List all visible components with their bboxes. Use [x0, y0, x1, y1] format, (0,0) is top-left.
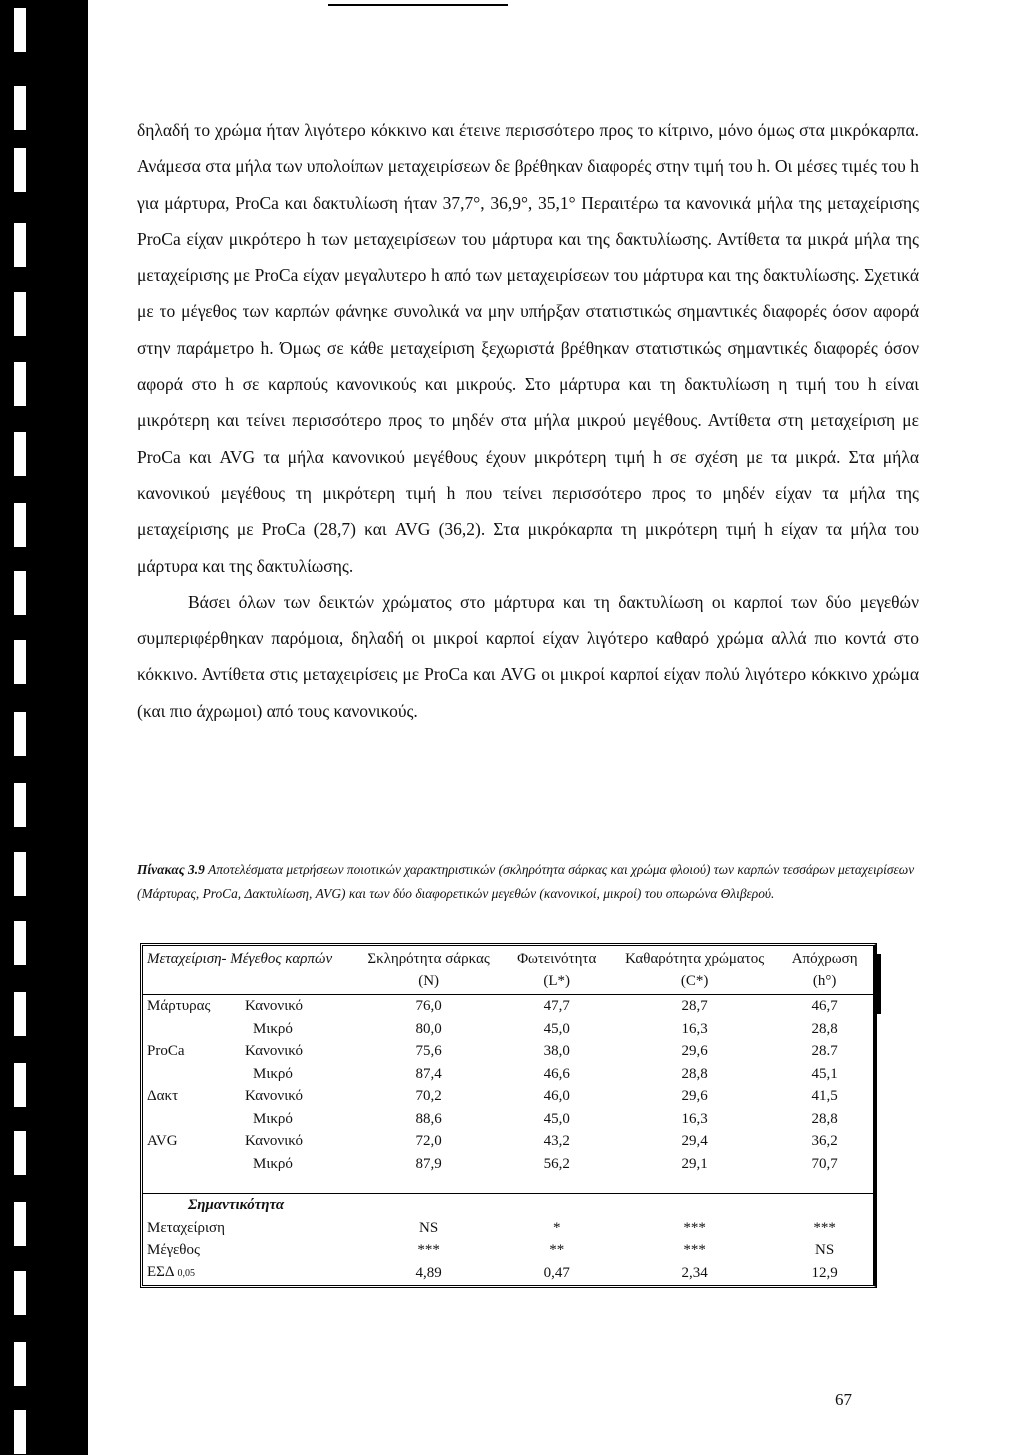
- body-text: [137, 112, 919, 729]
- cell-treatment: [143, 1108, 241, 1131]
- cell-size: Κανονικό: [245, 1088, 303, 1104]
- header-firmness: Σκληρότητα σάρκας (N): [357, 946, 500, 995]
- paragraph: Βάσει όλων των δεικτών χρώματος στο μάρτυρα και τη δακτυλίωση οι καρποί των δύο μεγεθών συμπεριφέρθηκαν παρόμοια, δηλαδή οι μικροί καρποί είχαν λιγότερο καθαρό χρώμα αλλά πιο κοντά στο κόκκινο. Αντίθετα στις μεταχειρίσεις με ProCa και AVG οι μικροί καρποί είχαν πολύ λιγότερο κόκκινο χρώμα (και πιο άχρωμοι) από τους κανονικούς.: [137, 591, 919, 721]
- caption-label: Πίνακας 3.9: [137, 862, 205, 877]
- cell-lightness: 56,2: [543, 1155, 570, 1172]
- sig-firmness: NS: [419, 1219, 439, 1236]
- separator-cell: [143, 1175, 873, 1194]
- paragraph: δηλαδή το χρώμα ήταν λιγότερο κόκκινο και έτεινε περισσότερο προς το κίτρινο, μόνο όμως στα μικρόκαρπα. Ανάμεσα στα μήλα των υπολοίπων μεταχειρίσεων δε βρέθηκαν διαφορές στην τιμή του h. Οι μέσες τιμές του h για μάρτυρα, ProCa και δακτυλίωση ήταν 37,7°, 36,9°, 35,1° Περαιτέρω τα κανονικά μήλα της μεταχείρισης ProCa είχαν μικρότερο h των μεταχειρίσεων του μάρτυρα και της δακτυλίωσης. Αντίθετα τα μικρά μήλα της μεταχείρισης με ProCa είχαν μεγαλυτερο h από των μεταχειρίσεων του μάρτυρα και της δακτυλίωσης. Σχετικά με το μέγεθος των καρπών φάνηκε συνολικά να μην υπήρξαν στατιστικώς σημαντικές διαφορές όσον αφορά στην παράμετρο h. Όμως σε κάθε μεταχείριση ξεχωριστά βρέθηκαν στατιστικώς σημαντικές διαφορές όσον αφορά στο h σε καρπούς κανονικούς και μικρούς. Στο μάρτυρα και τη δακτυλίωση η τιμή του h είναι μικρότερη και τείνει περισσότερο προς το μηδέν στα μήλα μικρού μεγέθους. Αντίθετα στη μεταχείριση με ProCa και AVG τα μήλα κανονικού μεγέθους έχουν μικρότερη τιμή h σε σχέση με τα μικρά. Στα μήλα κανονικού μεγέθους τη μικρότερη τιμή h που τείνει περισσότερο προς το μηδέν είχαν τα μήλα της μεταχείρισης με ProCa (28,7) και AVG (36,2). Στα μικρόκαρπα τη μικρότερη τιμή h είχαν τα μήλα του μάρτυρα και της δακτυλίωσης.: [137, 120, 919, 576]
- cell-treatment: [143, 1018, 241, 1041]
- table-separator: [143, 1175, 873, 1194]
- binding-hole: [14, 1410, 26, 1454]
- binding-hole: [14, 992, 26, 1036]
- sig-firmness: ***: [417, 1241, 440, 1258]
- header-lightness: Φωτεινότητα (L*): [500, 946, 613, 995]
- binding-hole: [14, 1202, 26, 1246]
- cell-size: Μικρό: [253, 1155, 293, 1172]
- table-header-row: [143, 946, 873, 995]
- cell-firmness: 87,9: [415, 1155, 442, 1172]
- sig-chroma: ***: [683, 1219, 706, 1236]
- cell-treatment: AVG: [147, 1133, 178, 1149]
- cell-firmness: 87,4: [415, 1065, 442, 1082]
- cell-lightness: 46,6: [543, 1065, 570, 1082]
- lsd-level: 0,05: [177, 1267, 195, 1279]
- cell-size: Μικρό: [253, 1065, 293, 1082]
- table-row: [143, 1085, 873, 1108]
- sig-lightness: **: [549, 1241, 565, 1258]
- binding-hole: [14, 86, 26, 130]
- significance-row: [143, 1239, 873, 1261]
- binding-hole: [14, 1063, 26, 1107]
- cell-lightness: 46,0: [543, 1088, 570, 1104]
- header-chroma: Καθαρότητα χρώματος (C*): [613, 946, 776, 995]
- cell-hue: 36,2: [811, 1133, 838, 1149]
- binding-hole: [14, 921, 26, 965]
- table-row: [143, 1063, 873, 1086]
- cell-treatment: Μάρτυρας: [147, 998, 211, 1014]
- cell-hue: 28,8: [811, 1110, 838, 1127]
- table-row: [143, 1018, 873, 1041]
- binding-hole: [14, 432, 26, 476]
- cell-chroma: 16,3: [681, 1020, 708, 1037]
- sig-label: Μεταχείριση: [147, 1219, 225, 1236]
- significance-row: [143, 1261, 873, 1285]
- cell-size: Μικρό: [253, 1110, 293, 1127]
- cell-lightness: 45,0: [543, 1110, 570, 1127]
- binding-hole: [14, 362, 26, 406]
- sig-firmness: 4,89: [415, 1264, 442, 1281]
- cell-chroma: 28,8: [681, 1065, 708, 1082]
- caption-text: Αποτελέσματα μετρήσεων ποιοτικών χαρακτηριστικών (σκληρότητα σάρκας και χρώμα φλοιού) των καρπών τεσσάρων μεταχειρίσεων (Μάρτυρας, ProCa, Δακτυλίωση, AVG) και των δύο διαφορετικών μεγεθών (κανονικοί, μικροί) του οπωρώνα Θλιβερού.: [137, 862, 915, 901]
- cell-firmness: 70,2: [415, 1088, 442, 1104]
- binding-hole: [14, 292, 26, 336]
- results-table: [140, 943, 877, 1288]
- sig-label: [143, 1261, 357, 1285]
- document-page: [88, 0, 1024, 1455]
- table-row: [143, 1130, 873, 1153]
- cell-treatment: Δακτ: [147, 1088, 179, 1104]
- sig-lightness: *: [552, 1219, 561, 1236]
- cell-firmness: 76,0: [415, 998, 442, 1014]
- header-hue: Απόχρωση (h°): [776, 946, 873, 995]
- table-row: [143, 1108, 873, 1131]
- sig-hue: NS: [815, 1241, 835, 1258]
- sig-hue: ***: [813, 1219, 836, 1236]
- binding-hole: [14, 852, 26, 896]
- cell-firmness: 75,6: [415, 1043, 442, 1059]
- data-table: [143, 946, 873, 1285]
- table-edge: [877, 954, 881, 1014]
- cell-hue: 70,7: [811, 1155, 838, 1172]
- binding-hole: [14, 148, 26, 192]
- cell-chroma: 29,6: [681, 1088, 708, 1104]
- sig-hue: 12,9: [811, 1264, 838, 1281]
- binding-hole: [14, 783, 26, 827]
- significance-heading-row: [143, 1194, 873, 1217]
- cell-lightness: 45,0: [543, 1020, 570, 1037]
- cell-hue: 41,5: [811, 1088, 838, 1104]
- binding-hole: [14, 223, 26, 267]
- cell-hue: 45,1: [811, 1065, 838, 1082]
- binding-hole: [14, 1342, 26, 1386]
- sig-chroma: ***: [683, 1241, 706, 1258]
- cell-hue: 28.7: [811, 1043, 838, 1059]
- table-row: [143, 1040, 873, 1063]
- cell-chroma: 16,3: [681, 1110, 708, 1127]
- page-number: 67: [835, 1390, 852, 1409]
- cell-firmness: 88,6: [415, 1110, 442, 1127]
- cell-treatment: [143, 1063, 241, 1086]
- binding-hole: [14, 571, 26, 615]
- binding-hole: [14, 503, 26, 547]
- top-rule: [328, 4, 508, 6]
- cell-chroma: 29,6: [681, 1043, 708, 1059]
- table-row: [143, 995, 873, 1018]
- cell-hue: 46,7: [811, 998, 838, 1014]
- binding-hole: [14, 1271, 26, 1315]
- cell-chroma: 29,1: [681, 1155, 708, 1172]
- cell-size: Κανονικό: [245, 1043, 303, 1059]
- cell-lightness: 47,7: [543, 998, 570, 1014]
- header-treatment-size: Μεταχείριση- Μέγεθος καρπών: [143, 946, 357, 995]
- cell-treatment: ProCa: [147, 1043, 185, 1059]
- cell-lightness: 43,2: [543, 1133, 570, 1149]
- binding-hole: [14, 1131, 26, 1175]
- cell-size: Κανονικό: [245, 1133, 303, 1149]
- binding-hole: [14, 640, 26, 684]
- cell-chroma: 29,4: [681, 1133, 708, 1149]
- cell-lightness: 38,0: [543, 1043, 570, 1059]
- cell-size: Κανονικό: [245, 998, 303, 1014]
- cell-treatment: [143, 1153, 241, 1176]
- table-row: [143, 1153, 873, 1176]
- cell-hue: 28,8: [811, 1020, 838, 1037]
- sig-label: Μέγεθος: [147, 1241, 200, 1258]
- table-caption: [137, 858, 927, 906]
- significance-row: [143, 1217, 873, 1239]
- lsd-label: ΕΣΔ: [147, 1263, 174, 1280]
- cell-firmness: 80,0: [415, 1020, 442, 1037]
- binding-hole: [14, 712, 26, 756]
- sig-lightness: 0,47: [543, 1264, 570, 1281]
- sig-chroma: 2,34: [681, 1264, 708, 1281]
- cell-firmness: 72,0: [415, 1133, 442, 1149]
- cell-size: Μικρό: [253, 1020, 293, 1037]
- significance-heading: Σημαντικότητα: [188, 1197, 285, 1213]
- cell-chroma: 28,7: [681, 998, 708, 1014]
- binding-hole: [14, 8, 26, 52]
